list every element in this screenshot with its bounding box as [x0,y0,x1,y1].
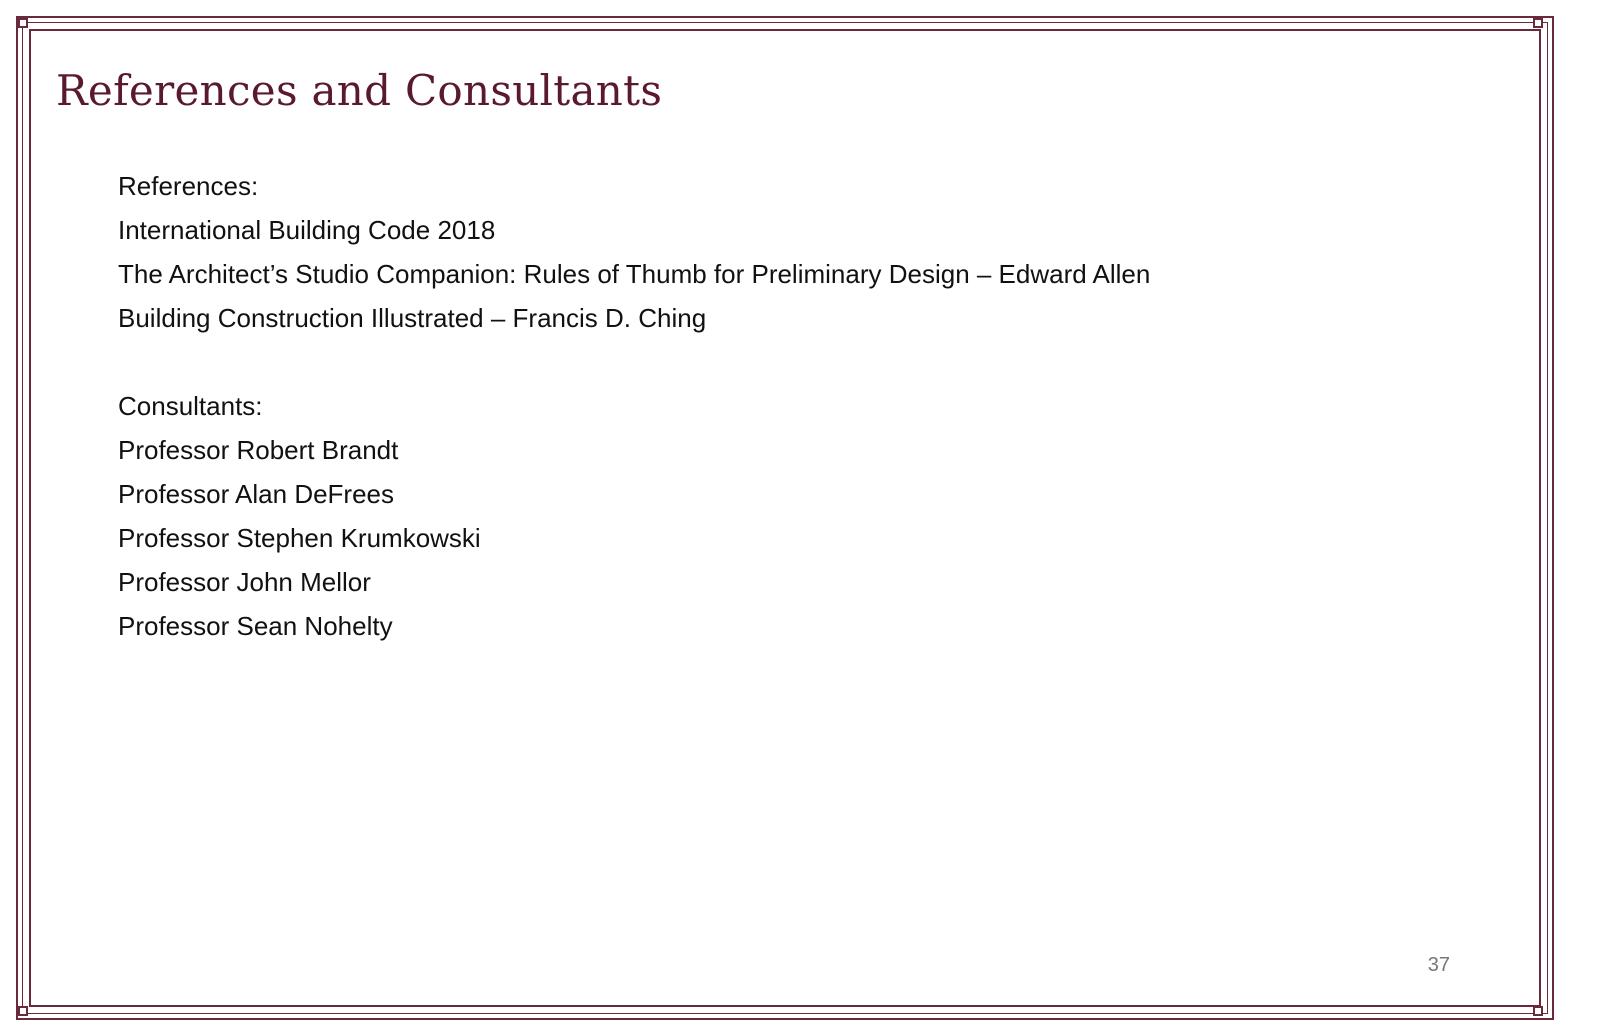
consultants-heading: Consultants: [118,391,263,421]
consultant-item: Professor Alan DeFrees [118,479,395,509]
consultant-item: Professor John Mellor [118,567,371,597]
references-heading: References: [118,171,259,201]
reference-item: The Architect’s Studio Companion: Rules of Thumb for Preliminary Design – Edward Allen [118,259,1151,289]
consultant-item: Professor Robert Brandt [118,435,399,465]
consultant-item: Professor Stephen Krumkowski [118,523,481,553]
frame-corner-ornament [18,18,28,28]
page-number: 37 [1427,954,1450,976]
frame-corner-ornament [1533,1006,1543,1016]
frame-corner-ornament [1533,18,1543,28]
reference-item: International Building Code 2018 [118,215,496,245]
slide-title: References and Consultants [56,66,663,115]
consultant-item: Professor Sean Nohelty [118,611,393,641]
reference-item: Building Construction Illustrated – Francis D. Ching [118,303,707,333]
section-spacer [118,344,1498,388]
slide-body [118,168,1498,652]
frame-corner-ornament [18,1006,28,1016]
